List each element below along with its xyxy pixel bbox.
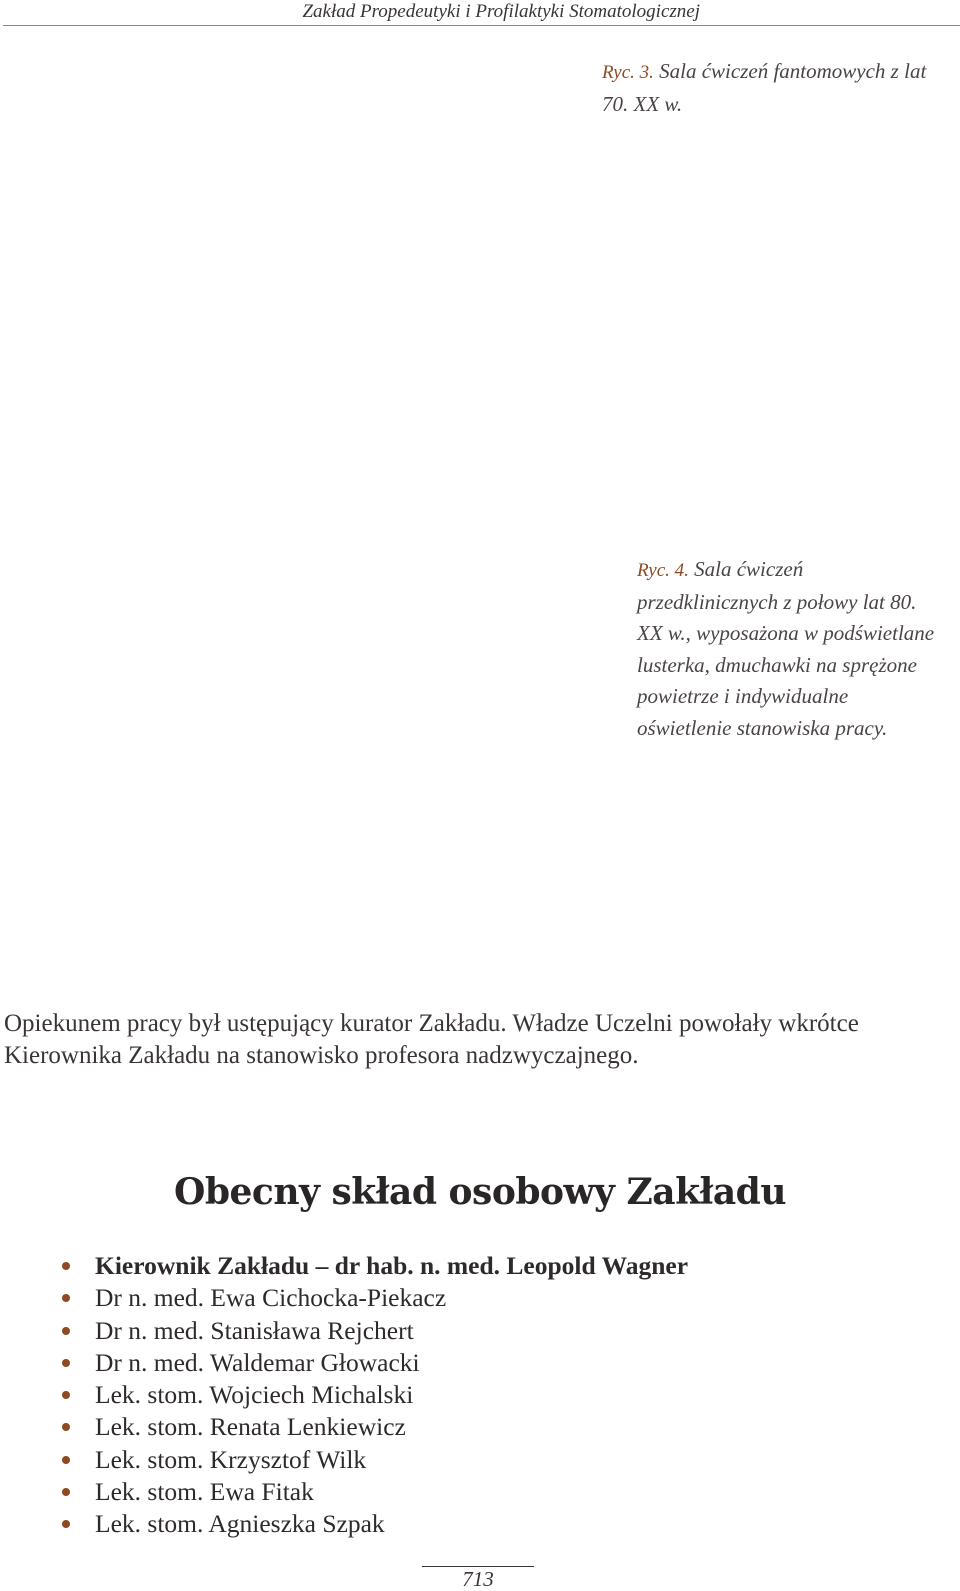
- staff-item: [0, 1282, 688, 1314]
- staff-name: Kierownik Zakładu – dr hab. n. med. Leopold Wagner: [95, 1251, 689, 1280]
- bullet-icon: [62, 1520, 70, 1528]
- staff-name: Dr n. med. Stanisława Rejchert: [95, 1315, 414, 1345]
- figure-4-label: Ryc. 4.: [637, 560, 689, 581]
- staff-name: Lek. stom. Renata Lenkiewicz: [95, 1412, 406, 1442]
- staff-item: [0, 1347, 688, 1379]
- figure-3-label: Ryc. 3.: [602, 62, 654, 83]
- bullet-icon: [62, 1488, 70, 1496]
- figure-3-caption: [602, 56, 942, 120]
- staff-name: Lek. stom. Ewa Fitak: [95, 1477, 314, 1507]
- page-number: 713: [462, 1567, 494, 1591]
- figure-4-caption-text: Sala ćwiczeń przedklinicznych z połowy lat 80. XX w., wyposażona w podświetlane lusterka, dmuchawki na sprężone powietrze i indywidualne oświetlenie stanowiska pracy.: [637, 557, 935, 740]
- staff-item: [0, 1476, 688, 1508]
- figure-3-caption-text: Sala ćwiczeń fantomowych z lat 70. XX w.: [602, 59, 927, 116]
- staff-item: [0, 1508, 688, 1540]
- bullet-icon: [62, 1262, 70, 1270]
- figure-4-caption: [637, 554, 937, 744]
- staff-name: Dr n. med. Waldemar Głowacki: [95, 1347, 420, 1377]
- staff-name: Lek. stom. Wojciech Michalski: [95, 1380, 414, 1410]
- header-rule: [3, 25, 960, 26]
- staff-item: [0, 1315, 688, 1347]
- body-paragraph: Opiekunem pracy był ustępujący kurator Zakładu. Władze Uczelni powołały wkrótce Kierownika Zakładu na stanowisko profesora nadzwyczajnego.: [4, 1010, 859, 1069]
- bullet-icon: [62, 1327, 70, 1335]
- staff-name: Lek. stom. Krzysztof Wilk: [95, 1444, 367, 1474]
- staff-item-head: [0, 1250, 688, 1282]
- staff-item: [0, 1379, 688, 1411]
- running-header: Zakład Propedeutyki i Profilaktyki Stomatologicznej: [302, 1, 700, 22]
- bullet-icon: [62, 1456, 70, 1464]
- staff-name: Dr n. med. Ewa Cichocka-Piekacz: [95, 1283, 447, 1313]
- bullet-icon: [62, 1359, 70, 1367]
- section-title: Obecny skład osobowy Zakładu: [173, 1171, 787, 1213]
- staff-list: [0, 1250, 688, 1541]
- bullet-icon: [62, 1423, 70, 1431]
- staff-name: Lek. stom. Agnieszka Szpak: [95, 1509, 385, 1539]
- staff-item: [0, 1444, 688, 1476]
- bullet-icon: [62, 1294, 70, 1302]
- bullet-icon: [62, 1391, 70, 1399]
- staff-item: [0, 1411, 688, 1443]
